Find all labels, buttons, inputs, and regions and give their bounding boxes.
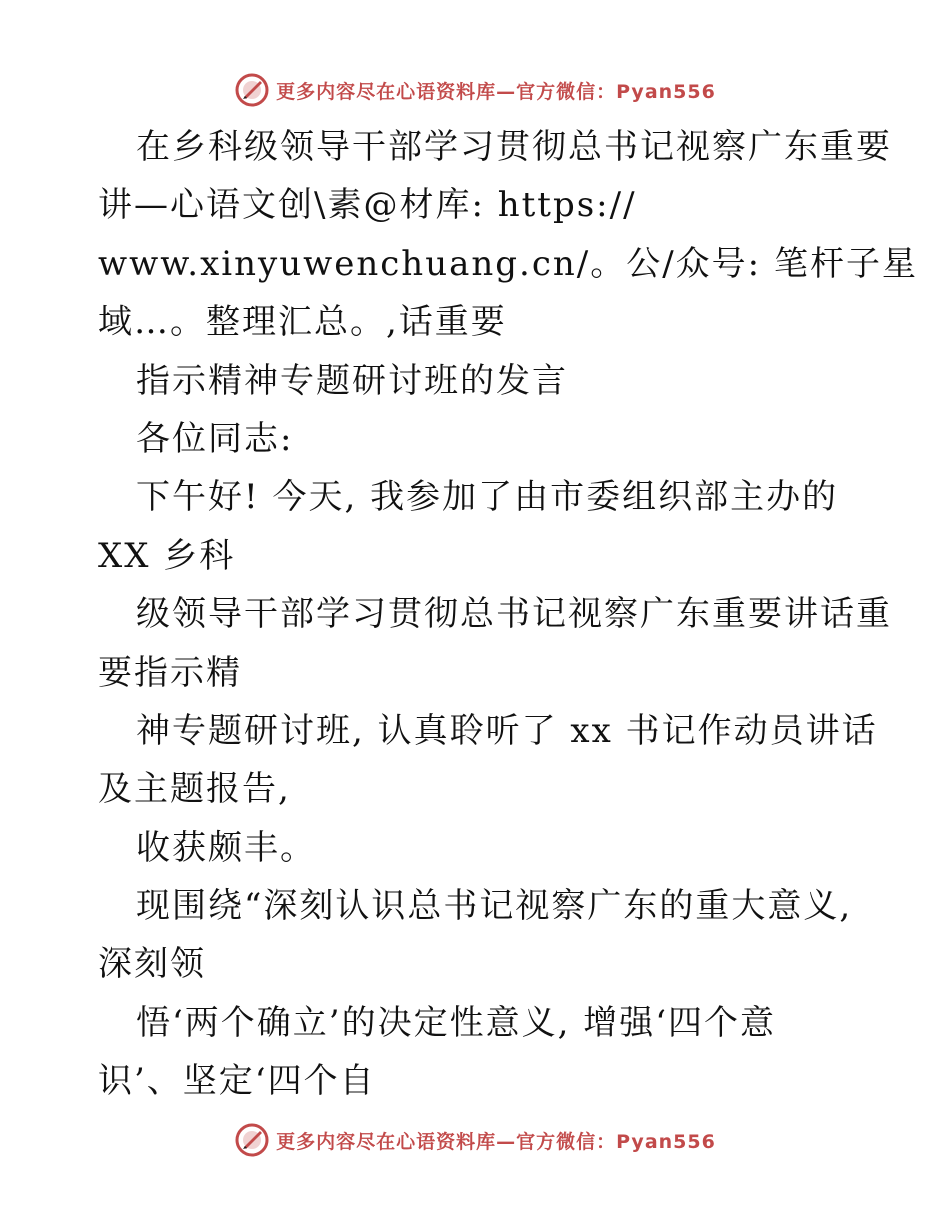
text-line: 收获颇丰。 <box>136 827 316 868</box>
text-line: 下午好! 今天, 我参加了由市委组织部主办的 <box>136 477 839 518</box>
text-line: 各位同志: <box>136 418 294 459</box>
text-line: 级领导干部学习贯彻总书记视察广东重要讲话重 <box>136 594 892 635</box>
text-line: 在乡科级领导干部学习贯彻总书记视察广东重要 <box>136 127 892 167</box>
text-line: 识’、坚定‘四个自 <box>98 1061 376 1102</box>
text-line: 指示精神专题研讨班的发言 <box>136 360 568 401</box>
text-line: 悟‘两个确立’的决定性意义, 增强‘四个意 <box>136 1002 777 1043</box>
text-line: www.xinyuwenchuang.cn/。公/众号: 笔杆子星 <box>98 243 918 284</box>
header-banner-text: 更多内容尽在心语资料库—官方微信：Pyan556 <box>276 80 716 103</box>
header-banner <box>0 70 950 110</box>
text-line: 及主题报告, <box>98 769 291 810</box>
footer-banner-text: 更多内容尽在心语资料库—官方微信：Pyan556 <box>276 1130 716 1153</box>
text-line: 域…。整理汇总。,话重要 <box>98 302 507 343</box>
seal-logo-icon <box>234 1122 270 1158</box>
text-line: 现围绕“深刻认识总书记视察广东的重大意义, <box>136 886 853 927</box>
text-line: 神专题研讨班, 认真聆听了 xx 书记作动员讲话 <box>136 710 878 751</box>
text-line: 要指示精 <box>98 652 242 693</box>
footer-banner <box>0 1120 950 1160</box>
text-line: XX 乡科 <box>98 535 236 576</box>
document-body <box>98 118 918 1111</box>
seal-logo-icon <box>234 72 270 108</box>
text-line: 讲—心语文创\素@材库: https:// <box>98 185 637 226</box>
text-line: 深刻领 <box>98 944 206 985</box>
